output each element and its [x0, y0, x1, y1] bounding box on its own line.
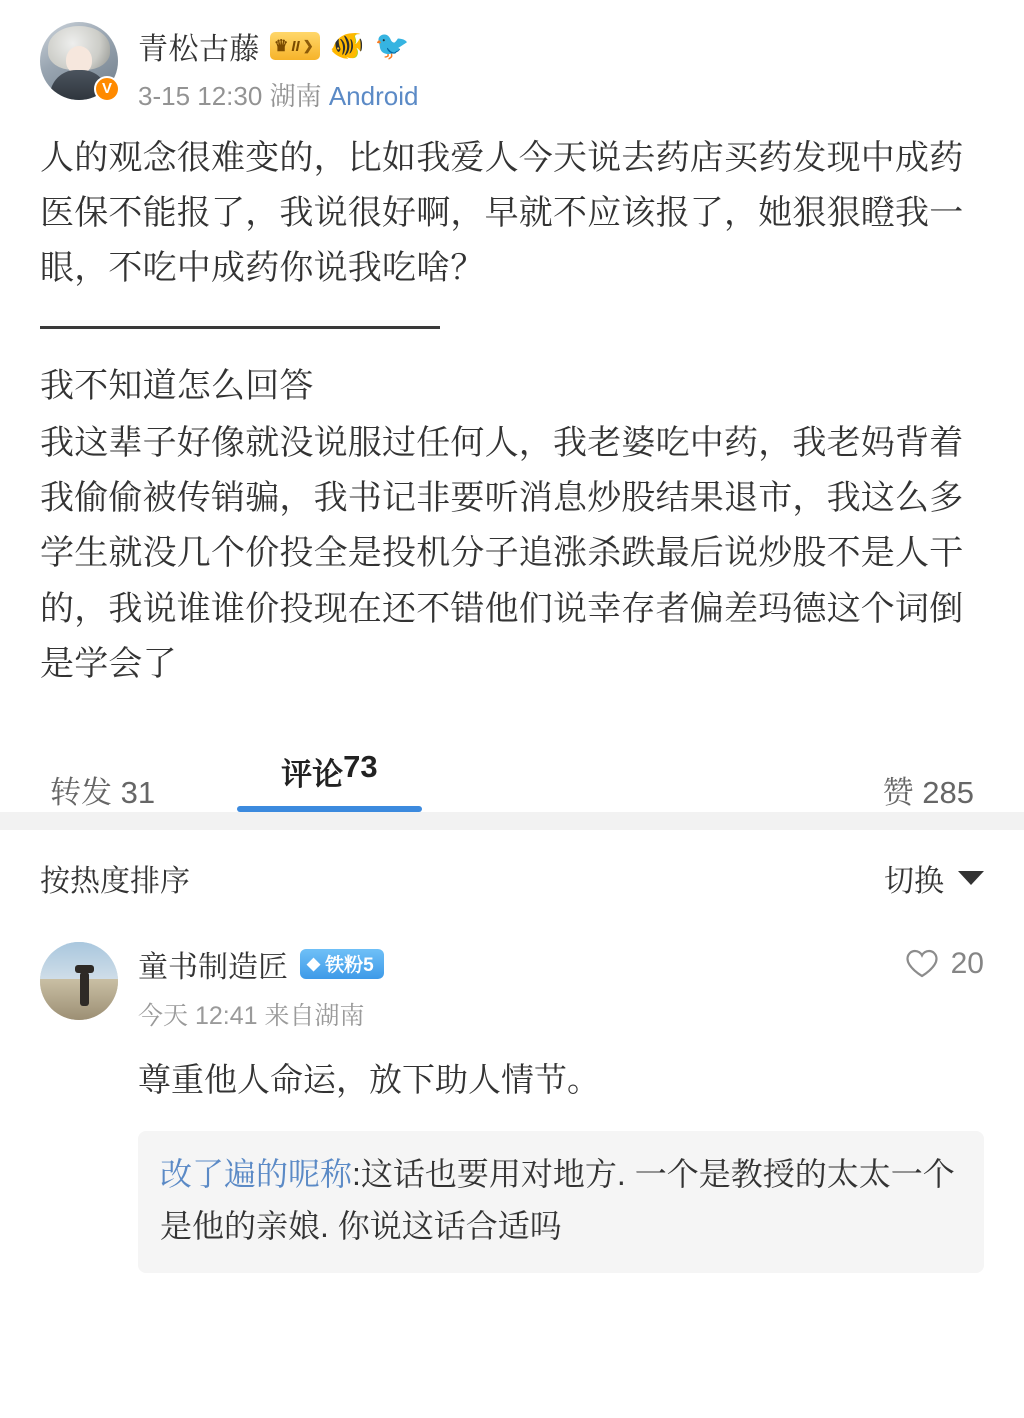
reply-separator: :: [352, 1155, 361, 1192]
fish-icon: 🐠: [329, 30, 365, 61]
author-name[interactable]: 青松古藤: [138, 33, 260, 66]
fan-club-badge[interactable]: [300, 949, 384, 979]
comment-author-row: [138, 942, 984, 986]
vip-level-label: II: [291, 37, 300, 55]
comment-like-button[interactable]: [905, 947, 984, 981]
comment-source: 来自湖南: [264, 1001, 365, 1030]
reply-author-name[interactable]: 改了遍的呢称: [160, 1155, 353, 1192]
comment-count: 73: [343, 748, 378, 784]
comment-author-name[interactable]: 童书制造匠: [138, 950, 288, 984]
post-device[interactable]: Android: [328, 81, 419, 111]
comment-body: [138, 942, 984, 1273]
post-paragraph-2: 我不知道怎么回答: [40, 367, 314, 406]
post-meta: [138, 76, 418, 113]
sort-switch-button[interactable]: [884, 856, 984, 900]
avatar-art-sky: [40, 942, 118, 979]
comment-time: 今天 12:41: [138, 1001, 258, 1030]
heart-icon: [905, 948, 939, 979]
switch-label: 切换: [884, 864, 944, 898]
fan-badge-label: 铁粉5: [325, 955, 374, 977]
repost-button[interactable]: [50, 767, 155, 812]
comment-meta: [138, 996, 984, 1032]
post-header: [0, 0, 1024, 113]
comment-sort-row: [0, 830, 1024, 926]
comment-label: 评论: [281, 756, 344, 792]
verified-badge-icon: V: [94, 76, 120, 102]
post-author-block: [138, 22, 418, 113]
avatar[interactable]: [40, 22, 118, 100]
vip-level-badge[interactable]: [270, 32, 320, 60]
like-count: 285: [922, 774, 974, 810]
comment-text: 尊重他人命运，放下助人情节。: [138, 1060, 600, 1098]
crown-icon: ♛: [274, 38, 289, 55]
post-time: 3-15 12:30: [138, 81, 263, 111]
avatar[interactable]: [40, 942, 118, 1020]
sort-mode-label[interactable]: 按热度排序: [40, 864, 190, 898]
comment-like-count: 20: [950, 946, 984, 980]
bird-icon: 🐦: [374, 30, 410, 61]
post-paragraph-3: 我这辈子好像就没说服过任何人，我老婆吃中药，我老妈背着我偷偷被传销骗，我书记非要听消息炒股结果退市，我这么多学生就没几个价投全是投机分子追涨杀跌最后说炒股不是人干的，我说谁谁价投现在还不错他们说幸存者偏差玛德这个词倒是学会了: [40, 424, 964, 683]
like-label: 赞: [882, 774, 914, 810]
post-action-bar: [0, 726, 1024, 812]
comment-tab[interactable]: [241, 733, 417, 812]
avatar-art-figure: [80, 972, 89, 1006]
section-separator: [0, 812, 1024, 830]
like-button[interactable]: [883, 767, 974, 812]
repost-label: 转发: [50, 774, 112, 810]
diamond-icon: ◆: [307, 953, 321, 973]
repost-count: 31: [120, 774, 156, 810]
content-divider: [40, 326, 440, 329]
list-item: [0, 926, 1024, 1273]
reply-text: 这话也要用对地方. 一个是教授的太太一个是他的亲娘. 你说这话合适吗: [160, 1155, 955, 1244]
chevron-down-icon: [958, 871, 984, 885]
author-name-row: [138, 24, 418, 68]
chevron-right-icon: ❯: [302, 38, 314, 53]
avatar-art-ground: [40, 979, 118, 1020]
post-paragraph-1: 人的观念很难变的，比如我爱人今天说去药店买药发现中成药医保不能报了，我说很好啊，早就不应该报了，她狠狠瞪我一眼，不吃中成药你说我吃啥？: [40, 139, 964, 288]
post-location: 湖南: [269, 81, 322, 111]
nested-reply[interactable]: [138, 1131, 984, 1273]
post-content: [0, 113, 1024, 692]
